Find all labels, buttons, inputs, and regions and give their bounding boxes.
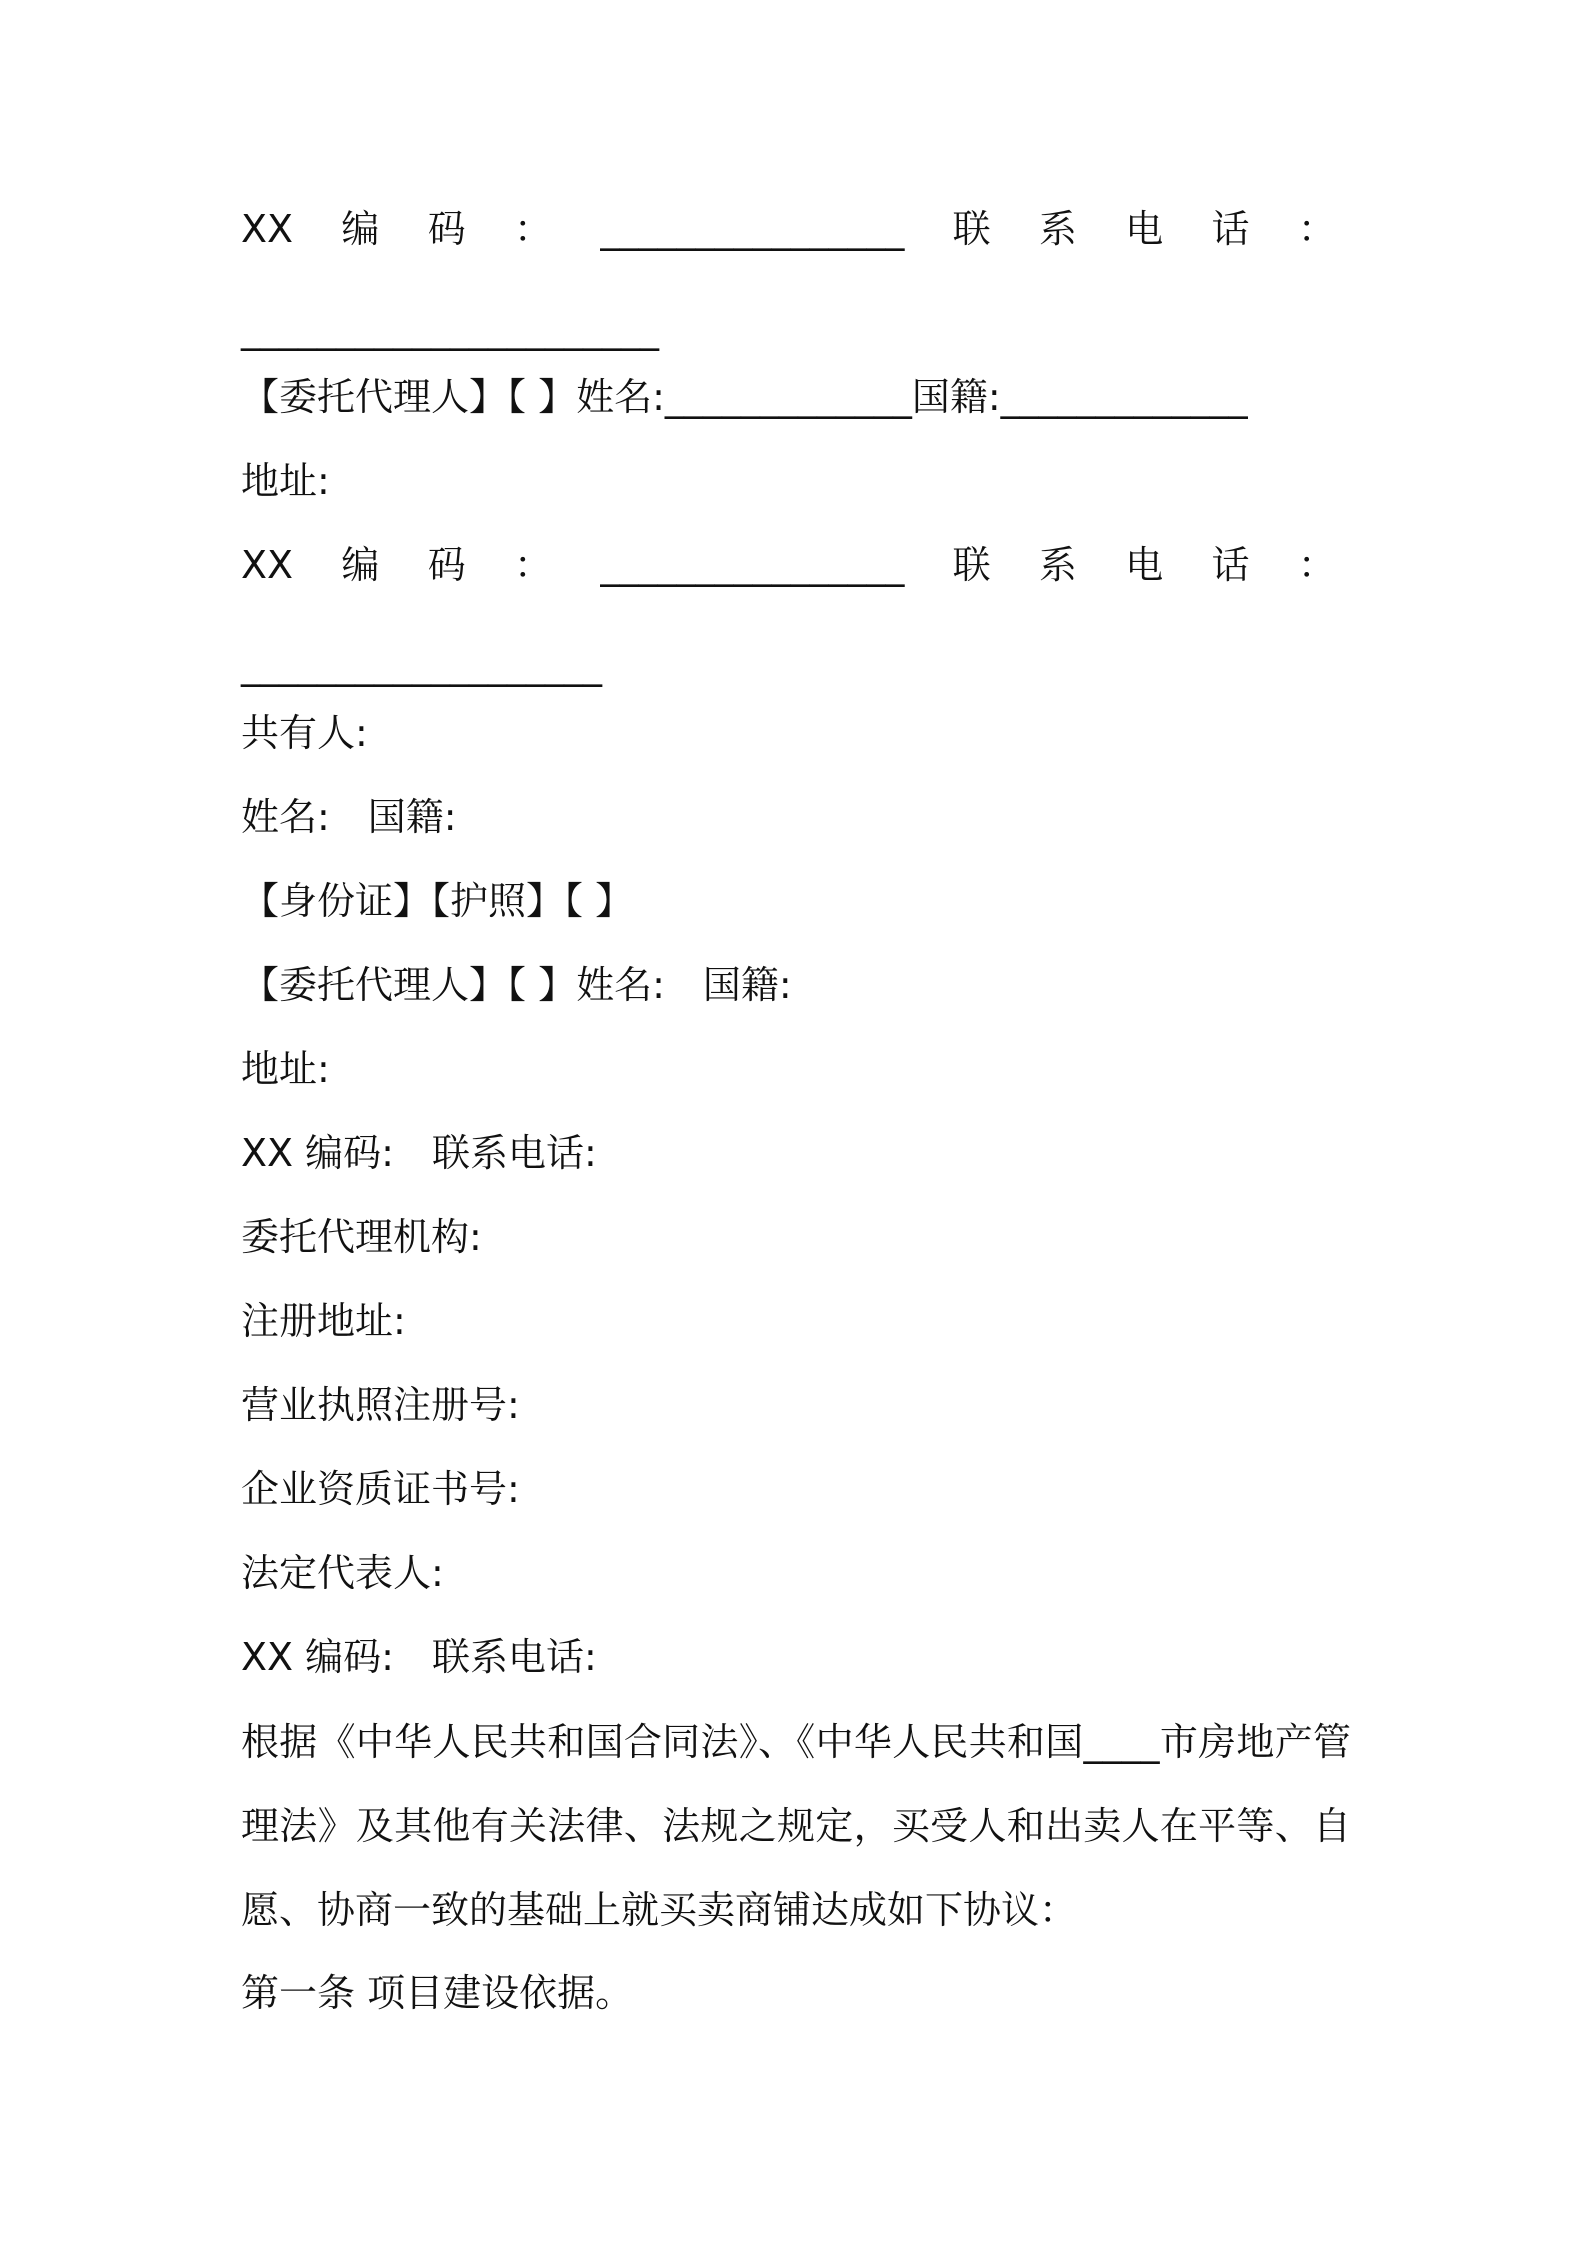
phone-label-part: 联: [952, 207, 991, 251]
business-license-label: 营业执照注册号:: [241, 1383, 520, 1427]
phone-label-part: 话: [1211, 543, 1250, 587]
co-owner-heading: 共有人:: [241, 711, 368, 755]
postal-phone-row-1: [241, 207, 1336, 251]
postal-code-label-part: 码: [427, 543, 466, 587]
phone-blank-2: ___________________: [241, 643, 602, 687]
postal-code-blank: ________________: [600, 207, 905, 251]
legal-representative-label: 法定代表人:: [241, 1551, 444, 1595]
postal-code-colon: ：: [514, 543, 553, 587]
agent-name-nationality-line-2: 【委托代理人】【 】姓名: 国籍:: [241, 963, 792, 1007]
phone-label-part: 联: [952, 543, 991, 587]
co-owner-name-nationality: 姓名: 国籍:: [241, 795, 457, 839]
agency-label: 委托代理机构:: [241, 1215, 482, 1259]
phone-colon: ：: [1297, 207, 1336, 251]
article-1-heading: 第一条 项目建设依据。: [241, 1971, 634, 2015]
postal-code-label-part: XX: [241, 543, 294, 587]
phone-label-part: 系: [1038, 207, 1077, 251]
address-label-1: 地址:: [241, 459, 330, 503]
id-document-options: 【身份证】【护照】【 】: [241, 879, 634, 923]
phone-label-part: 系: [1038, 543, 1077, 587]
address-label-2: 地址:: [241, 1047, 330, 1091]
phone-label-part: 话: [1211, 207, 1250, 251]
postal-phone-line-4: XX 编码: 联系电话:: [241, 1635, 597, 1679]
phone-label-part: 电: [1125, 543, 1164, 587]
postal-phone-row-2: [241, 543, 1336, 587]
postal-code-blank: ________________: [600, 543, 905, 587]
postal-code-label-part: XX: [241, 207, 294, 251]
postal-phone-line-3: XX 编码: 联系电话:: [241, 1131, 597, 1175]
postal-code-colon: ：: [514, 207, 553, 251]
postal-code-label-part: 编: [341, 207, 380, 251]
phone-colon: ：: [1297, 543, 1336, 587]
postal-code-label-part: 码: [427, 207, 466, 251]
registered-address-label: 注册地址:: [241, 1299, 406, 1343]
agent-name-nationality-line-1: 【委托代理人】【 】姓名:_____________国籍:_____________: [241, 375, 1248, 419]
agreement-basis-paragraph: 根据《中华人民共和国合同法》、《中华人民共和国____市房地产管理法》及其他有关法律、法规之规定，买受人和出卖人在平等、自愿、协商一致的基础上就买卖商铺达成如下协议：: [241, 1720, 1351, 1932]
postal-code-label-part: 编: [341, 543, 380, 587]
phone-label-part: 电: [1125, 207, 1164, 251]
qualification-certificate-label: 企业资质证书号:: [241, 1467, 520, 1511]
phone-blank-1: ______________________: [241, 307, 659, 351]
